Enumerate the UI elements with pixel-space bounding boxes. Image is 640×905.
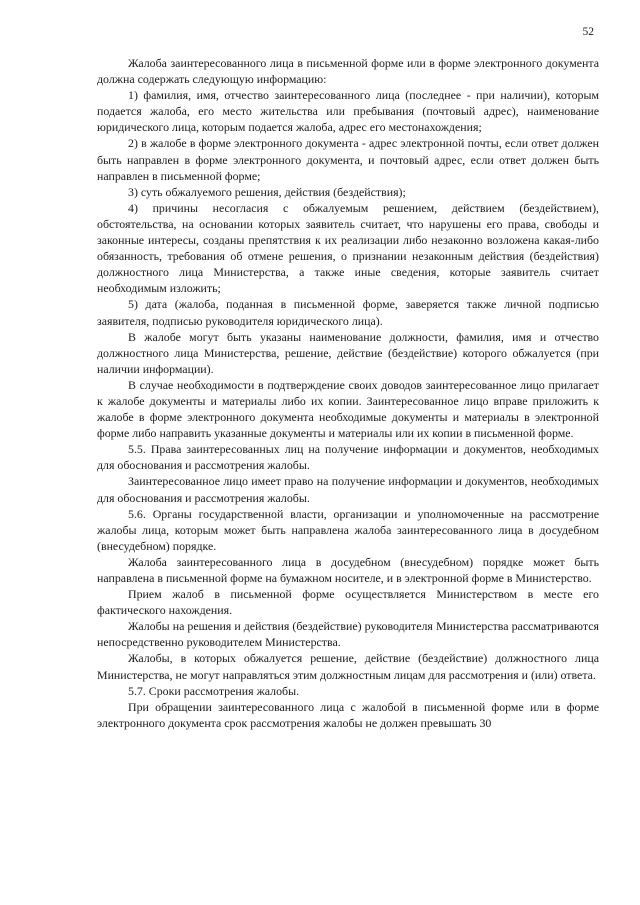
section-5-5-heading: 5.5. Права заинтересованных лиц на получение информации и документов, необходимых для обоснования и рассмотрения жалобы.: [97, 442, 599, 473]
paragraph-review-deadline: При обращении заинтересованного лица с жалобой в письменной форме или в форме электронного документа срок рассмотрения жалобы не должен превышать 30: [97, 699, 599, 730]
paragraph-item-1: 1) фамилия, имя, отчество заинтересованного лица (последнее - при наличии), которым подается жалоба, его место жительства или пребывания (почтовый адрес), наименование юридического лица, которым подается жалоба, адрес его местонахождения;: [97, 88, 599, 135]
paragraph-item-4: 4) причины несогласия с обжалуемым решением, действием (бездействием), обстоятельства, на основании которых заявитель считает, что нарушены его права, свободы и законные интересы, созданы препятствия к их реализации либо незаконно возложена какая-либо обязанность, требования об отмене решения, о признании незаконным действия (бездействия) должностного лица Министерства, а также иные сведения, которые заявитель считает необходимым изложить;: [97, 200, 599, 296]
paragraph-item-5: 5) дата (жалоба, поданная в письменной форме, заверяется также личной подписью заявителя, подписью руководителя юридического лица).: [97, 297, 599, 328]
paragraph-complaint-requirements: Жалоба заинтересованного лица в письменной форме или в форме электронного документа должна содержать следующую информацию:: [97, 56, 599, 87]
paragraph-official-restriction: Жалобы, в которых обжалуется решение, действие (бездействие) должностного лица Министерства, не могут направляться этим должностным лицам для рассмотрения и (или) ответа.: [97, 651, 599, 682]
paragraph-official-info: В жалобе могут быть указаны наименование должности, фамилия, имя и отчество должностного лица Министерства, решение, действие (бездействие) которого обжалуется (при наличии информации).: [97, 329, 599, 376]
paragraph-head-complaints: Жалобы на решения и действия (бездействие) руководителя Министерства рассматриваются непосредственно руководителем Министерства.: [97, 619, 599, 650]
paragraph-item-2: 2) в жалобе в форме электронного документа - адрес электронной почты, если ответ должен быть направлен в форме электронного документа, и почтовый адрес, если ответ должен быть направлен в письменной форме;: [97, 136, 599, 183]
paragraph-written-reception: Прием жалоб в письменной форме осуществляется Министерством в месте его фактического нахождения.: [97, 587, 599, 618]
section-5-6-heading: 5.6. Органы государственной власти, организации и уполномоченные на рассмотрение жалобы лица, которым может быть направлена жалоба заинтересованного лица в досудебном (внесудебном) порядке.: [97, 506, 599, 553]
paragraph-pretrial-submission: Жалоба заинтересованного лица в досудебном (внесудебном) порядке может быть направлена в письменной форме на бумажном носителе, и в электронной форме в Министерство.: [97, 554, 599, 585]
document-body: [97, 55, 599, 731]
paragraph-item-3: 3) суть обжалуемого решения, действия (бездействия);: [128, 184, 406, 199]
paragraph-supporting-documents: В случае необходимости в подтверждение своих доводов заинтересованное лицо прилагает к жалобе документы и материалы либо их копии. Заинтересованное лицо вправе приложить к жалобе в форме электронного документа необходимые документы и материалы в электронной форме либо направить указанные документы и материалы или их копии в письменной форме.: [97, 377, 599, 441]
paragraph-right-to-information: Заинтересованное лицо имеет право на получение информации и документов, необходимых для обоснования и рассмотрения жалобы.: [97, 474, 599, 505]
section-5-7-heading: 5.7. Сроки рассмотрения жалобы.: [128, 683, 300, 698]
page-number: 52: [582, 26, 594, 38]
